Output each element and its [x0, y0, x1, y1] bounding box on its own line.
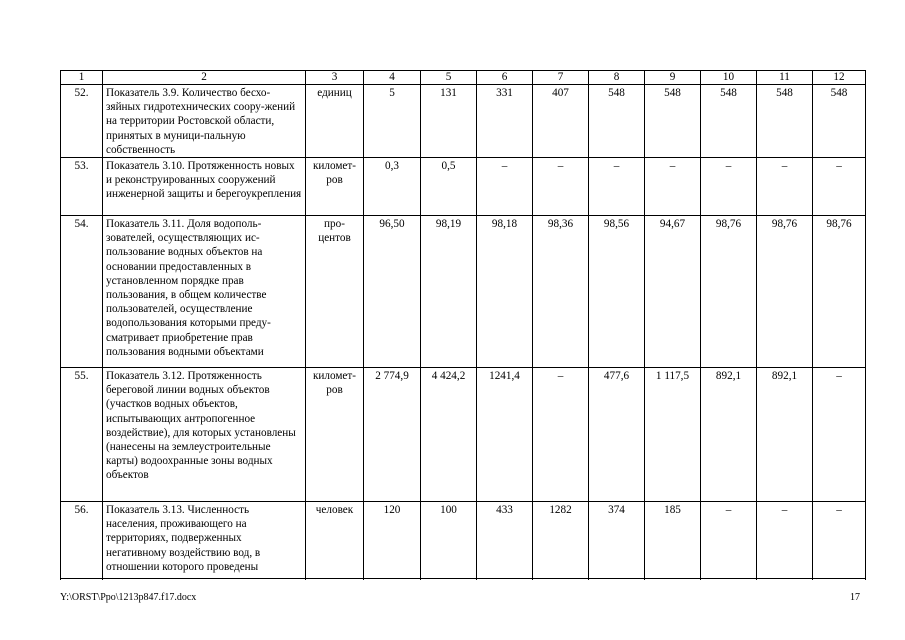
value-cell: 100 [421, 502, 477, 580]
table-row [61, 216, 866, 368]
value-cell: 0,5 [421, 158, 477, 216]
value-cell: 548 [757, 85, 813, 158]
value-cell: 98,76 [701, 216, 757, 368]
header-cell: 6 [477, 71, 533, 85]
value-cell: 548 [589, 85, 645, 158]
value-cell: 892,1 [701, 368, 757, 502]
value-cell: 4 424,2 [421, 368, 477, 502]
value-cell: – [813, 368, 866, 502]
value-cell: – [813, 158, 866, 216]
value-cell: – [813, 502, 866, 580]
unit-cell: километ-ров [306, 368, 364, 502]
header-cell: 4 [364, 71, 421, 85]
page-bottom-rule [60, 578, 866, 579]
value-cell: – [757, 502, 813, 580]
indicator-cell: Показатель 3.12. Протяженность береговой линии водных объектов (участков водных объектов, испытывающих антропогенное воздействие), для которых установлены (нанесены на землеустроительные карты) водоохранные зоны водных объектов [103, 368, 306, 502]
unit-cell: единиц [306, 85, 364, 158]
header-cell: 1 [61, 71, 103, 85]
indicator-cell: Показатель 3.13. Численность населения, проживающего на территориях, подверженных негативному воздействию вод, в отношении которого проведены [103, 502, 306, 580]
header-cell: 2 [103, 71, 306, 85]
value-cell: 98,19 [421, 216, 477, 368]
value-cell: 120 [364, 502, 421, 580]
value-cell: – [701, 158, 757, 216]
value-cell: 98,18 [477, 216, 533, 368]
value-cell: 548 [701, 85, 757, 158]
header-cell: 5 [421, 71, 477, 85]
table-row [61, 502, 866, 580]
indicator-cell: Показатель 3.10. Протяженность новых и реконструированных сооружений инженерной защиты и берегоукрепления [103, 158, 306, 216]
value-cell: 131 [421, 85, 477, 158]
table-row [61, 368, 866, 502]
value-cell: 548 [813, 85, 866, 158]
value-cell: 94,67 [645, 216, 701, 368]
value-cell: 2 774,9 [364, 368, 421, 502]
column-number-row [61, 71, 866, 85]
row-number-cell: 55. [61, 368, 103, 502]
value-cell: – [477, 158, 533, 216]
value-cell: 96,50 [364, 216, 421, 368]
header-cell: 10 [701, 71, 757, 85]
value-cell: 185 [645, 502, 701, 580]
value-cell: 407 [533, 85, 589, 158]
value-cell: 1241,4 [477, 368, 533, 502]
table-row [61, 158, 866, 216]
footer-page-number: 17 [850, 592, 860, 603]
value-cell: 98,76 [813, 216, 866, 368]
header-cell: 9 [645, 71, 701, 85]
value-cell: 548 [645, 85, 701, 158]
value-cell: – [533, 158, 589, 216]
value-cell: 98,76 [757, 216, 813, 368]
indicators-table [60, 70, 866, 580]
unit-cell: человек [306, 502, 364, 580]
value-cell: 477,6 [589, 368, 645, 502]
header-cell: 8 [589, 71, 645, 85]
unit-cell: про-центов [306, 216, 364, 368]
value-cell: – [645, 158, 701, 216]
indicator-cell: Показатель 3.11. Доля водополь-зователей, осуществляющих ис-пользование водных объектов на основании предоставленных в установленном порядке прав пользования, в общем количестве пользователей, осуществление водопользования которыми преду-сматривает приобретение прав пользования водными объектами [103, 216, 306, 368]
value-cell: – [757, 158, 813, 216]
row-number-cell: 52. [61, 85, 103, 158]
table-row [61, 85, 866, 158]
value-cell: 433 [477, 502, 533, 580]
row-number-cell: 56. [61, 502, 103, 580]
header-cell: 12 [813, 71, 866, 85]
value-cell: – [701, 502, 757, 580]
header-cell: 3 [306, 71, 364, 85]
row-number-cell: 53. [61, 158, 103, 216]
value-cell: 98,36 [533, 216, 589, 368]
value-cell: 0,3 [364, 158, 421, 216]
indicator-cell: Показатель 3.9. Количество бесхо-зяйных гидротехнических соору-жений на территории Ростовской области, принятых в муници-пальную собственность [103, 85, 306, 158]
value-cell: 892,1 [757, 368, 813, 502]
value-cell: – [589, 158, 645, 216]
value-cell: 1 117,5 [645, 368, 701, 502]
value-cell: 5 [364, 85, 421, 158]
value-cell: 331 [477, 85, 533, 158]
value-cell: 374 [589, 502, 645, 580]
value-cell: 1282 [533, 502, 589, 580]
value-cell: 98,56 [589, 216, 645, 368]
footer-file-path: Y:\ORST\Ppo\1213p847.f17.docx [60, 592, 197, 603]
unit-cell: километ-ров [306, 158, 364, 216]
row-number-cell: 54. [61, 216, 103, 368]
header-cell: 7 [533, 71, 589, 85]
header-cell: 11 [757, 71, 813, 85]
value-cell: – [533, 368, 589, 502]
